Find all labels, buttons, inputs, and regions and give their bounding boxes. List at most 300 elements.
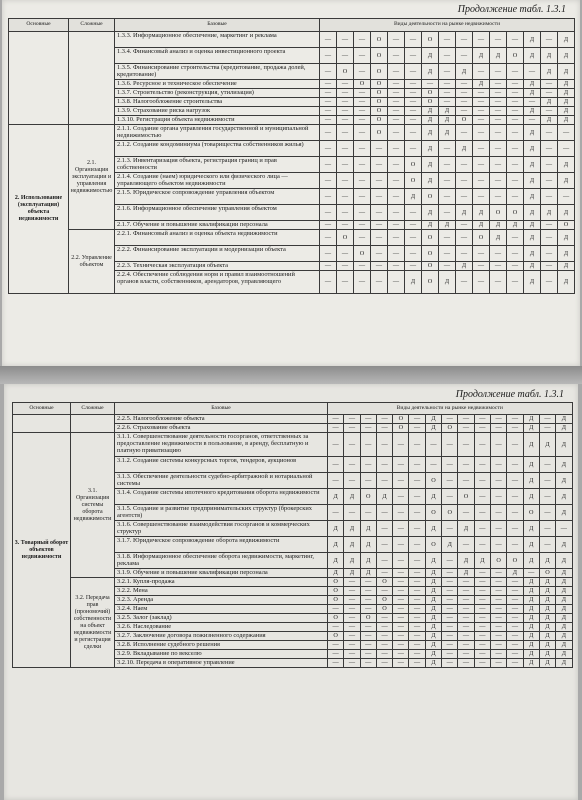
- activity-value-cell: —: [507, 80, 524, 89]
- activity-value-cell: Д: [458, 553, 474, 569]
- activity-value-cell: —: [442, 632, 458, 641]
- activity-value-cell: —: [507, 659, 523, 668]
- activity-value-cell: Д: [422, 157, 439, 173]
- table-caption: Продолжение табл. 1.3.1: [457, 4, 566, 15]
- activity-value-cell: —: [409, 605, 425, 614]
- activity-value-cell: —: [393, 505, 409, 521]
- activity-value-cell: Д: [524, 157, 541, 173]
- activity-value-cell: —: [439, 64, 456, 80]
- activity-value-cell: —: [376, 521, 392, 537]
- activity-value-cell: —: [524, 98, 541, 107]
- activity-value-cell: Д: [556, 641, 572, 650]
- activity-value-cell: О: [425, 505, 441, 521]
- activity-value-cell: Д: [524, 80, 541, 89]
- base-activity-name: 1.3.3. Информационное обеспечение, маркетинг и реклама: [115, 32, 320, 48]
- activity-value-cell: О: [458, 489, 474, 505]
- activity-value-cell: —: [541, 89, 558, 98]
- activity-value-cell: —: [320, 64, 337, 80]
- activity-value-cell: О: [442, 424, 458, 433]
- activity-value-cell: —: [456, 125, 473, 141]
- activity-value-cell: Д: [422, 173, 439, 189]
- header-activities: Виды деятельности на рынке недвижимости: [328, 403, 573, 415]
- activity-value-cell: —: [473, 271, 490, 294]
- activity-value-cell: Д: [439, 125, 456, 141]
- activity-value-cell: —: [409, 569, 425, 578]
- activity-value-cell: —: [320, 157, 337, 173]
- base-activity-name: 2.2.3. Техническая эксплуатация объекта: [115, 262, 320, 271]
- table-row: [13, 433, 573, 457]
- activity-value-cell: —: [320, 89, 337, 98]
- activity-value-cell: —: [328, 505, 344, 521]
- activity-value-cell: —: [320, 173, 337, 189]
- activity-value-cell: —: [558, 141, 575, 157]
- activity-value-cell: —: [442, 587, 458, 596]
- activity-value-cell: О: [456, 116, 473, 125]
- main-category-cell: 3. Товарный оборот объектов недвижимости: [13, 433, 71, 668]
- activity-value-cell: —: [320, 116, 337, 125]
- activity-value-cell: —: [474, 489, 490, 505]
- complex-blank-cell: [69, 32, 115, 125]
- activity-value-cell: Д: [539, 596, 555, 605]
- activity-value-cell: —: [473, 157, 490, 173]
- base-activity-name: 1.3.4. Финансовый анализ и оценка инвестиционного проекта: [115, 48, 320, 64]
- activity-value-cell: —: [473, 246, 490, 262]
- activity-value-cell: Д: [328, 537, 344, 553]
- activity-value-cell: —: [393, 650, 409, 659]
- activity-value-cell: —: [458, 641, 474, 650]
- activity-value-cell: —: [541, 271, 558, 294]
- activity-value-cell: —: [405, 230, 422, 246]
- activity-value-cell: —: [388, 189, 405, 205]
- activity-value-cell: —: [490, 473, 506, 489]
- activity-value-cell: —: [507, 537, 523, 553]
- base-activity-name: 3.2.3. Аренда: [115, 596, 328, 605]
- activity-value-cell: Д: [422, 64, 439, 80]
- activity-value-cell: —: [393, 623, 409, 632]
- activity-value-cell: —: [458, 433, 474, 457]
- base-activity-name: 2.2.2. Финансирование эксплуатации и модернизации объекта: [115, 246, 320, 262]
- activity-value-cell: —: [507, 173, 524, 189]
- activity-value-cell: —: [490, 125, 507, 141]
- activity-value-cell: —: [507, 641, 523, 650]
- activity-value-cell: Д: [556, 433, 572, 457]
- activity-value-cell: Д: [556, 457, 572, 473]
- activity-value-cell: О: [371, 125, 388, 141]
- activity-value-cell: —: [354, 189, 371, 205]
- activity-value-cell: —: [439, 80, 456, 89]
- activity-value-cell: —: [337, 89, 354, 98]
- activity-value-cell: —: [409, 489, 425, 505]
- base-activity-name: 3.2.7. Заключение договора пожизненного содержания: [115, 632, 328, 641]
- activity-value-cell: —: [337, 32, 354, 48]
- activity-value-cell: Д: [556, 587, 572, 596]
- activity-value-cell: —: [354, 125, 371, 141]
- activity-value-cell: —: [360, 623, 376, 632]
- activity-value-cell: —: [344, 473, 360, 489]
- activity-value-cell: О: [425, 473, 441, 489]
- activity-value-cell: —: [376, 614, 392, 623]
- activity-value-cell: —: [456, 189, 473, 205]
- activity-value-cell: —: [393, 605, 409, 614]
- activity-value-cell: —: [490, 141, 507, 157]
- activity-value-cell: —: [539, 457, 555, 473]
- activity-value-cell: О: [371, 64, 388, 80]
- base-activity-name: 3.1.9. Обучение и повышение квалификации персонала: [115, 569, 328, 578]
- activity-value-cell: —: [439, 189, 456, 205]
- activity-value-cell: Д: [507, 569, 523, 578]
- activity-value-cell: —: [320, 230, 337, 246]
- activity-value-cell: —: [328, 623, 344, 632]
- activity-value-cell: Д: [524, 189, 541, 205]
- activity-value-cell: Д: [539, 632, 555, 641]
- activity-value-cell: Д: [556, 614, 572, 623]
- activity-value-cell: —: [490, 521, 506, 537]
- activity-value-cell: О: [507, 205, 524, 221]
- activity-value-cell: —: [405, 262, 422, 271]
- activity-value-cell: Д: [539, 587, 555, 596]
- activity-value-cell: —: [474, 614, 490, 623]
- activity-value-cell: Д: [328, 489, 344, 505]
- activity-value-cell: —: [490, 64, 507, 80]
- activity-value-cell: —: [405, 64, 422, 80]
- activity-value-cell: —: [354, 262, 371, 271]
- activity-value-cell: О: [442, 505, 458, 521]
- activity-value-cell: О: [422, 246, 439, 262]
- activity-value-cell: —: [490, 433, 506, 457]
- base-activity-name: 2.2.6. Страхование объекта: [115, 424, 328, 433]
- activity-value-cell: О: [405, 173, 422, 189]
- activity-value-cell: Д: [422, 48, 439, 64]
- activity-value-cell: —: [490, 107, 507, 116]
- activity-value-cell: —: [439, 262, 456, 271]
- base-activity-name: 1.3.5. Финансирование строительства (кредитование, продажа долей, кредитование): [115, 64, 320, 80]
- activity-value-cell: —: [439, 141, 456, 157]
- activity-value-cell: —: [393, 632, 409, 641]
- activity-value-cell: —: [473, 98, 490, 107]
- activity-value-cell: Д: [344, 537, 360, 553]
- activity-value-cell: —: [376, 415, 392, 424]
- activity-value-cell: —: [360, 641, 376, 650]
- activity-value-cell: —: [320, 189, 337, 205]
- activity-value-cell: —: [409, 505, 425, 521]
- base-activity-name: 3.2.10. Передача в оперативное управление: [115, 659, 328, 668]
- activity-value-cell: Д: [360, 537, 376, 553]
- activity-value-cell: —: [360, 457, 376, 473]
- activity-value-cell: Д: [556, 415, 572, 424]
- activity-value-cell: —: [474, 537, 490, 553]
- activity-value-cell: О: [507, 553, 523, 569]
- activity-value-cell: О: [393, 415, 409, 424]
- activity-value-cell: —: [354, 98, 371, 107]
- activity-value-cell: О: [337, 64, 354, 80]
- main-blank-cell: [13, 415, 71, 433]
- activity-value-cell: —: [409, 473, 425, 489]
- activity-value-cell: —: [439, 157, 456, 173]
- activity-value-cell: —: [507, 473, 523, 489]
- base-activity-name: 1.3.9. Страхование риска нагрузок: [115, 107, 320, 116]
- activity-value-cell: Д: [439, 221, 456, 230]
- activity-value-cell: —: [409, 424, 425, 433]
- activity-value-cell: —: [507, 246, 524, 262]
- activity-value-cell: —: [507, 189, 524, 205]
- activity-value-cell: Д: [328, 521, 344, 537]
- header-activities: Виды деятельности на рынке недвижимости: [320, 19, 575, 32]
- activity-value-cell: —: [490, 189, 507, 205]
- activity-value-cell: Д: [425, 596, 441, 605]
- activity-value-cell: —: [360, 424, 376, 433]
- activity-value-cell: Д: [474, 553, 490, 569]
- activity-value-cell: —: [405, 205, 422, 221]
- top-book-page: [2, 0, 580, 366]
- activity-value-cell: —: [422, 80, 439, 89]
- activity-value-cell: Д: [541, 64, 558, 80]
- activity-value-cell: Д: [376, 489, 392, 505]
- activity-value-cell: —: [320, 48, 337, 64]
- activity-value-cell: —: [360, 415, 376, 424]
- activity-value-cell: —: [388, 98, 405, 107]
- activity-value-cell: —: [507, 505, 523, 521]
- activity-value-cell: —: [507, 433, 523, 457]
- activity-value-cell: —: [458, 605, 474, 614]
- activity-value-cell: О: [405, 157, 422, 173]
- activity-value-cell: Д: [558, 80, 575, 89]
- activity-value-cell: Д: [422, 205, 439, 221]
- activity-value-cell: —: [473, 32, 490, 48]
- activity-value-cell: —: [507, 424, 523, 433]
- activity-value-cell: —: [541, 189, 558, 205]
- activity-value-cell: —: [490, 596, 506, 605]
- activity-value-cell: О: [371, 116, 388, 125]
- activity-value-cell: О: [422, 262, 439, 271]
- activity-value-cell: Д: [425, 623, 441, 632]
- activity-value-cell: —: [405, 80, 422, 89]
- activity-value-cell: —: [405, 89, 422, 98]
- activity-value-cell: Д: [558, 89, 575, 98]
- activity-value-cell: —: [425, 433, 441, 457]
- activity-value-cell: —: [507, 489, 523, 505]
- activity-value-cell: —: [458, 505, 474, 521]
- activity-value-cell: О: [354, 246, 371, 262]
- activity-value-cell: Д: [558, 230, 575, 246]
- activity-value-cell: —: [556, 521, 572, 537]
- activity-value-cell: Д: [556, 605, 572, 614]
- activity-value-cell: О: [507, 48, 524, 64]
- activity-value-cell: Д: [523, 632, 539, 641]
- activity-value-cell: —: [490, 262, 507, 271]
- activity-value-cell: Д: [473, 221, 490, 230]
- activity-value-cell: —: [524, 64, 541, 80]
- activity-value-cell: О: [337, 230, 354, 246]
- activity-value-cell: Д: [490, 230, 507, 246]
- activity-value-cell: —: [490, 650, 506, 659]
- activity-value-cell: О: [376, 578, 392, 587]
- activity-value-cell: Д: [556, 650, 572, 659]
- activity-value-cell: —: [320, 271, 337, 294]
- activity-value-cell: Д: [539, 614, 555, 623]
- table-row: [13, 415, 573, 424]
- activity-value-cell: Д: [558, 262, 575, 271]
- activity-value-cell: О: [376, 596, 392, 605]
- activity-value-cell: —: [442, 605, 458, 614]
- activity-value-cell: Д: [523, 521, 539, 537]
- activity-value-cell: —: [474, 569, 490, 578]
- activity-value-cell: —: [442, 623, 458, 632]
- activity-value-cell: —: [388, 32, 405, 48]
- activity-value-cell: —: [388, 64, 405, 80]
- activity-value-cell: —: [456, 107, 473, 116]
- base-activity-name: 3.1.8. Информационное обеспечение оборота недвижимости, маркетинг, реклама: [115, 553, 328, 569]
- activity-value-cell: —: [405, 125, 422, 141]
- activity-value-cell: О: [354, 80, 371, 89]
- activity-value-cell: —: [541, 157, 558, 173]
- activity-value-cell: —: [490, 489, 506, 505]
- activity-value-cell: —: [409, 614, 425, 623]
- activity-value-cell: Д: [458, 521, 474, 537]
- activity-value-cell: —: [507, 230, 524, 246]
- activity-value-cell: —: [507, 521, 523, 537]
- activity-value-cell: —: [409, 415, 425, 424]
- base-activity-name: 2.1.6. Информационное обеспечение управления объектом: [115, 205, 320, 221]
- activity-value-cell: —: [388, 230, 405, 246]
- table-row: [13, 578, 573, 587]
- activity-value-cell: —: [507, 632, 523, 641]
- activity-value-cell: —: [442, 433, 458, 457]
- activity-value-cell: —: [456, 271, 473, 294]
- activity-value-cell: —: [541, 221, 558, 230]
- activity-value-cell: —: [360, 473, 376, 489]
- activity-value-cell: —: [360, 505, 376, 521]
- activity-value-cell: Д: [456, 262, 473, 271]
- activity-value-cell: Д: [541, 116, 558, 125]
- activity-value-cell: Д: [425, 605, 441, 614]
- activity-value-cell: —: [539, 424, 555, 433]
- activity-value-cell: —: [442, 489, 458, 505]
- activity-value-cell: —: [393, 659, 409, 668]
- activity-value-cell: —: [409, 457, 425, 473]
- activity-value-cell: —: [507, 141, 524, 157]
- activity-value-cell: Д: [523, 614, 539, 623]
- activity-value-cell: —: [539, 415, 555, 424]
- activity-value-cell: —: [405, 221, 422, 230]
- activity-value-cell: —: [393, 596, 409, 605]
- activity-value-cell: Д: [523, 433, 539, 457]
- activity-value-cell: —: [354, 173, 371, 189]
- activity-value-cell: О: [360, 489, 376, 505]
- activity-value-cell: О: [539, 569, 555, 578]
- page-fold: [0, 366, 582, 384]
- activity-value-cell: —: [337, 157, 354, 173]
- activity-value-cell: —: [337, 221, 354, 230]
- activity-value-cell: —: [541, 80, 558, 89]
- activity-value-cell: Д: [558, 107, 575, 116]
- activity-value-cell: —: [337, 262, 354, 271]
- activity-value-cell: О: [328, 614, 344, 623]
- activity-value-cell: Д: [405, 189, 422, 205]
- header-main: Основные: [13, 403, 71, 415]
- activity-value-cell: Д: [490, 221, 507, 230]
- activity-value-cell: Д: [523, 489, 539, 505]
- activity-value-cell: —: [344, 424, 360, 433]
- base-activity-name: 2.2.5. Налогообложение объекта: [115, 415, 328, 424]
- activity-value-cell: Д: [556, 659, 572, 668]
- activity-value-cell: Д: [556, 473, 572, 489]
- activity-value-cell: Д: [523, 641, 539, 650]
- activity-value-cell: —: [490, 89, 507, 98]
- activity-value-cell: —: [442, 569, 458, 578]
- activity-value-cell: Д: [556, 569, 572, 578]
- activity-value-cell: —: [456, 89, 473, 98]
- table-row: [9, 32, 575, 48]
- activity-value-cell: —: [456, 246, 473, 262]
- activity-value-cell: —: [371, 205, 388, 221]
- activity-value-cell: Д: [425, 659, 441, 668]
- activity-value-cell: —: [490, 614, 506, 623]
- activity-value-cell: —: [393, 578, 409, 587]
- activity-value-cell: О: [328, 578, 344, 587]
- activity-value-cell: Д: [541, 205, 558, 221]
- activity-value-cell: —: [388, 89, 405, 98]
- activity-value-cell: —: [458, 578, 474, 587]
- activity-value-cell: —: [376, 659, 392, 668]
- activity-value-cell: —: [473, 262, 490, 271]
- activity-value-cell: О: [371, 80, 388, 89]
- base-activity-name: 2.1.2. Создание кондоминиума (товарищества собственников жилья): [115, 141, 320, 157]
- activity-value-cell: Д: [556, 632, 572, 641]
- activity-value-cell: —: [320, 80, 337, 89]
- activity-value-cell: —: [507, 587, 523, 596]
- base-activity-name: 3.2.1. Купля-продажа: [115, 578, 328, 587]
- activity-value-cell: Д: [344, 521, 360, 537]
- activity-value-cell: —: [456, 80, 473, 89]
- activity-value-cell: Д: [490, 48, 507, 64]
- activity-value-cell: —: [354, 107, 371, 116]
- activity-value-cell: Д: [539, 578, 555, 587]
- activity-value-cell: —: [439, 89, 456, 98]
- activity-value-cell: —: [393, 641, 409, 650]
- activity-value-cell: —: [490, 157, 507, 173]
- activity-value-cell: —: [393, 489, 409, 505]
- activity-value-cell: —: [507, 271, 524, 294]
- activity-value-cell: —: [442, 415, 458, 424]
- activity-value-cell: —: [442, 457, 458, 473]
- activity-value-cell: —: [458, 587, 474, 596]
- activity-value-cell: —: [458, 632, 474, 641]
- header-complex: Сложные: [69, 19, 115, 32]
- activity-value-cell: —: [376, 433, 392, 457]
- activity-value-cell: —: [473, 116, 490, 125]
- activity-value-cell: Д: [425, 569, 441, 578]
- base-activity-name: 3.1.7. Юридическое сопровождение оборота недвижимости: [115, 537, 328, 553]
- activity-value-cell: Д: [456, 64, 473, 80]
- activity-value-cell: Д: [524, 271, 541, 294]
- activity-value-cell: —: [388, 157, 405, 173]
- activity-value-cell: Д: [523, 596, 539, 605]
- header-base: Базовые: [115, 403, 328, 415]
- activity-value-cell: —: [376, 553, 392, 569]
- activity-value-cell: Д: [556, 596, 572, 605]
- activity-value-cell: О: [422, 98, 439, 107]
- activity-value-cell: —: [409, 578, 425, 587]
- activity-value-cell: —: [360, 587, 376, 596]
- activity-value-cell: —: [524, 116, 541, 125]
- complex-category-cell: 2.1. Организация эксплуатации и управления недвижимостью: [69, 125, 115, 230]
- activity-value-cell: —: [354, 32, 371, 48]
- activity-value-cell: —: [442, 578, 458, 587]
- activity-value-cell: —: [328, 433, 344, 457]
- activity-value-cell: Д: [539, 641, 555, 650]
- activity-value-cell: —: [490, 457, 506, 473]
- activity-value-cell: —: [328, 650, 344, 659]
